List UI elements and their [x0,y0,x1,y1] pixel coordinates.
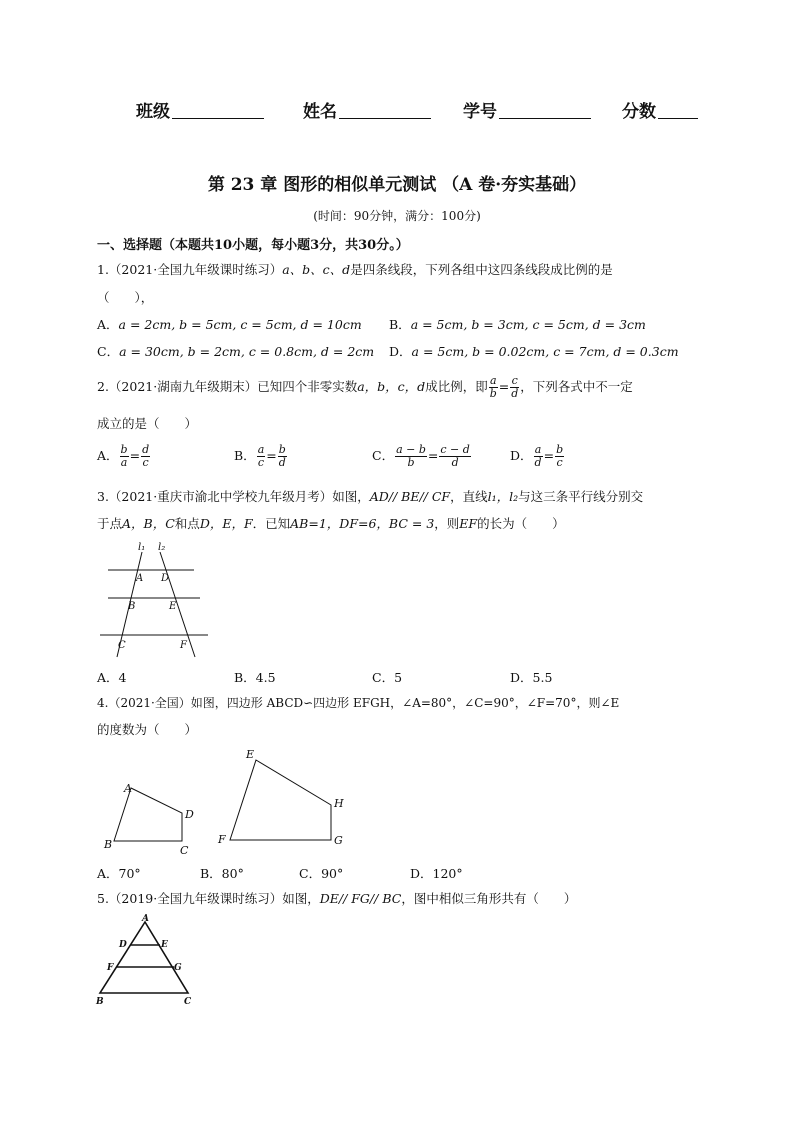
label-c: C [180,844,189,857]
label-c: C [184,997,192,1007]
label-d: D [119,940,127,950]
label-e: E [161,940,168,950]
student-id-field[interactable]: 学号 [463,97,591,122]
q3-stem-cont: 于点A，B，C和点D，E，F．已知AB=1，DF=6，BC = 3，则EF的长为（ ） [97,516,565,531]
q2-option-b[interactable]: B． $\frac{a}{c}$ = $\frac{b}{d}$ [234,443,286,469]
question-5: 5.（2019·全国九年级课时练习）如图，DE// FG// BC，图中相似三角形共有（ ） [97,891,577,906]
triangle-abc [100,922,188,993]
line-l2 [160,552,195,657]
label-a: A [124,782,132,795]
q4-stem-cont: 的度数为（ ） [97,722,198,737]
q5-triangle-figure [92,913,202,1008]
label-a: A [136,573,144,584]
q3-option-c[interactable]: C．5 [372,670,403,685]
label-l2: l₂ [158,542,166,553]
q3-parallel-lines-figure [100,540,220,662]
q1-option-a[interactable]: A．a = 2cm, b = 5cm, c = 5cm, d = 10cm [97,317,362,332]
exam-info: (时间：90分钟，满分：100分) [313,209,481,223]
label-e: E [246,748,255,761]
q1-option-d[interactable]: D．a = 5cm, b = 0.02cm, c = 7cm, d = 0.3cm [389,344,679,359]
label-h: H [334,797,344,810]
label-a: A [142,914,149,924]
q4-quadrilaterals-figure [100,745,360,857]
question-1 [97,261,707,279]
q1-option-c[interactable]: C．a = 30cm, b = 2cm, c = 0.8cm, d = 2cm [97,344,375,359]
q2-option-c[interactable]: C． $\frac{a - b}{b}$ = $\frac{c - d}{d}$ [372,443,470,469]
q4-option-a[interactable]: A．70° [97,866,141,881]
label-e: E [169,601,177,612]
q1-vars: a、b、c、d [282,262,351,277]
label-b: B [128,601,136,612]
label-l1: l₁ [138,542,146,553]
q1-source: 1.（2021·全国九年级课时练习） [97,262,283,277]
q1-paren: （ ）， [97,290,154,305]
student-info-header [0,97,794,125]
label-g: G [174,963,182,973]
section-heading: 一、选择题（本题共10小题，每小题3分，共30分。） [97,238,409,253]
label-d: D [185,808,194,821]
quad-abcd [114,788,182,841]
label-f: F [107,963,114,973]
page-title: 第 23 章 图形的相似单元测试 （A 卷·夯实基础） [207,175,587,195]
label-c: C [118,640,126,651]
q2-stem-cont: 成立的是（ ） [97,416,198,431]
q2-option-d[interactable]: D． $\frac{a}{d}$ = $\frac{b}{c}$ [510,443,564,469]
quad-efgh [230,760,331,840]
label-f: F [180,640,187,651]
question-3: 3.（2021·重庆市渝北中学校九年级月考）如图，AD// BE// CF，直线l₁，l₂与这三条平行线分别交 [97,489,644,504]
score-field[interactable]: 分数 [622,97,698,122]
label-f: F [218,833,226,846]
class-field[interactable]: 班级 [136,97,264,122]
label-b: B [104,838,113,851]
label-d: D [161,573,170,584]
q4-option-c[interactable]: C．90° [299,866,344,881]
q1-option-b[interactable]: B．a = 5cm, b = 3cm, c = 5cm, d = 3cm [389,317,646,332]
q3-option-a[interactable]: A．4 [97,670,127,685]
q4-option-b[interactable]: B．80° [200,866,244,881]
q2-option-a[interactable]: A． $\frac{b}{a}$ = $\frac{d}{c}$ [97,443,150,469]
question-4: 4.（2021·全国）如图，四边形 ABCD∽四边形 EFGH，∠A=80°，∠C=90°，∠F=70°，则∠E [97,696,620,710]
label-b: B [96,997,104,1007]
label-g: G [334,834,343,847]
q3-option-d[interactable]: D．5.5 [510,670,553,685]
q3-option-b[interactable]: B．4.5 [234,670,276,685]
q4-option-d[interactable]: D．120° [410,866,463,881]
name-field[interactable]: 姓名 [303,97,431,122]
q1-stem: 是四条线段，下列各组中这四条线段成比例的是 [350,262,613,277]
question-2: 2.（2021·湖南九年级期末）已知四个非零实数a，b，c，d成比例，即 $\frac{a}{b}$ = $\frac{c}{d}$ ，下列各式中不一定 [97,374,633,400]
